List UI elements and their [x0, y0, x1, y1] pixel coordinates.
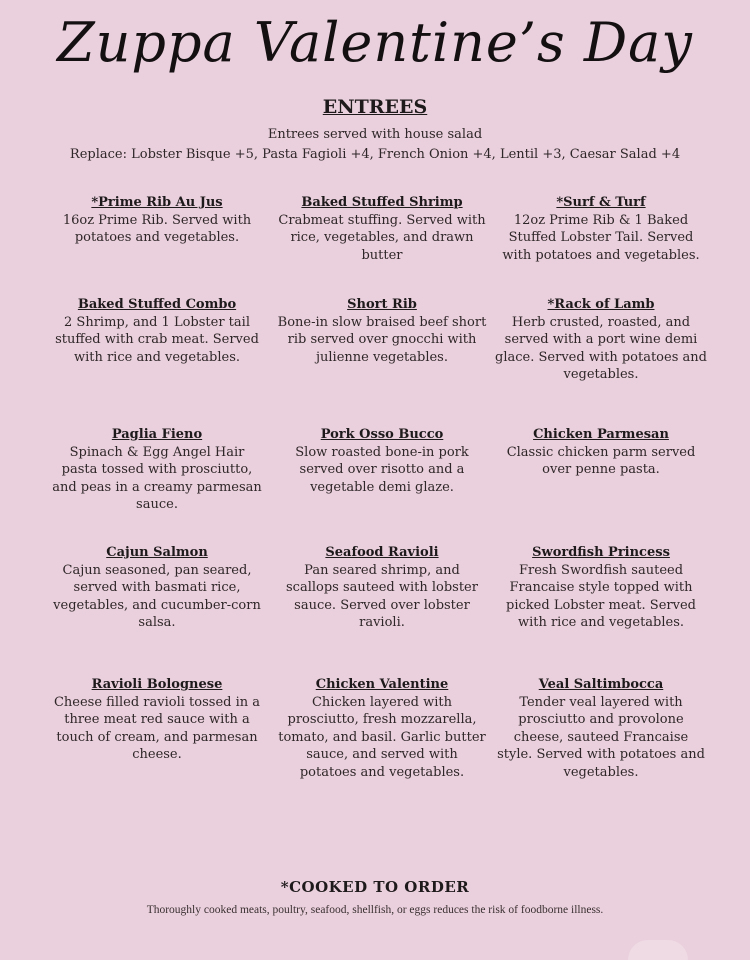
menu-item — [495, 544, 707, 632]
menu-item-description: Fresh Swordfish sauteed Francaise style topped with picked Lobster meat. Served with rice and vegetables. — [506, 562, 696, 631]
menu-item-name: Paglia Fieno — [111, 427, 203, 442]
menu-item-name: Chicken Parmesan — [533, 427, 669, 442]
menu-item-name: Cajun Salmon — [106, 545, 208, 560]
menu-item-description: Chicken layered with prosciutto, fresh mozzarella, tomato, and basil. Garlic butter sauce, and served with potatoes and vegetables. — [278, 694, 486, 780]
menu-item — [495, 676, 707, 782]
menu-item-description: 2 Shrimp, and 1 Lobster tail stuffed with crab meat. Served with rice and vegetables. — [55, 314, 259, 365]
menu-item-name: *Surf & Turf — [556, 195, 646, 210]
menu-item — [495, 426, 707, 479]
decorative-smudge — [628, 940, 688, 960]
menu-item-description: Bone-in slow braised beef short rib served over gnocchi with julienne vegetables. — [277, 314, 487, 365]
menu-item — [276, 544, 488, 632]
menu-item — [276, 194, 488, 264]
menu-item — [51, 296, 263, 366]
section-subtitle: Entrees served with house salad — [267, 127, 483, 142]
cooked-to-order-heading: *COOKED TO ORDER — [280, 878, 470, 896]
menu-item-description: Herb crusted, roasted, and served with a port wine demi glace. Served with potatoes and vegetables. — [495, 314, 707, 383]
menu-item-description: Classic chicken parm served over penne pasta. — [506, 444, 696, 478]
section-replace-note: Replace: Lobster Bisque +5, Pasta Fagioli +4, French Onion +4, Lentil +3, Caesar Salad +4 — [69, 147, 681, 162]
menu-item-description: Cheese filled ravioli tossed in a three meat red sauce with a touch of cream, and parmesan cheese. — [53, 694, 261, 763]
menu-item — [51, 544, 263, 632]
menu-item-description: Spinach & Egg Angel Hair pasta tossed with prosciutto, and peas in a creamy parmesan sauce. — [52, 444, 262, 513]
menu-item-name: *Prime Rib Au Jus — [91, 195, 223, 210]
menu-item — [276, 676, 488, 782]
menu-item — [495, 194, 707, 264]
menu-item-description: Cajun seasoned, pan seared, served with basmati rice, vegetables, and cucumber-corn salsa. — [53, 562, 261, 631]
menu-item-name: Short Rib — [347, 297, 417, 312]
menu-item-name: Swordfish Princess — [532, 545, 670, 560]
menu-title: Zuppa Valentine’s Day — [57, 11, 693, 74]
menu-item-description: 16oz Prime Rib. Served with potatoes and vegetables. — [62, 212, 252, 246]
menu-item — [51, 676, 263, 764]
menu-item — [495, 296, 707, 384]
menu-item-name: *Rack of Lamb — [547, 297, 655, 312]
menu-item — [51, 194, 263, 247]
menu-item-description: Tender veal layered with prosciutto and provolone cheese, sauteed Francaise style. Served with potatoes and vegetables. — [497, 694, 705, 780]
menu-item-name: Baked Stuffed Combo — [77, 297, 237, 312]
menu-item — [276, 296, 488, 366]
menu-item-name: Veal Saltimbocca — [538, 677, 664, 692]
menu-item-name: Chicken Valentine — [315, 677, 449, 692]
menu-item-description: Pan seared shrimp, and scallops sauteed with lobster sauce. Served over lobster ravioli. — [286, 562, 478, 631]
menu-item-description: Slow roasted bone-in pork served over risotto and a vegetable demi glaze. — [295, 444, 469, 495]
menu-item — [51, 426, 263, 514]
menu-item-name: Pork Osso Bucco — [320, 427, 444, 442]
menu-item-description: Crabmeat stuffing. Served with rice, vegetables, and drawn butter — [278, 212, 486, 263]
menu-item-name: Baked Stuffed Shrimp — [301, 195, 463, 210]
menu-item-description: 12oz Prime Rib & 1 Baked Stuffed Lobster Tail. Served with potatoes and vegetables. — [502, 212, 700, 263]
menu-item-name: Seafood Ravioli — [325, 545, 439, 560]
menu-item — [276, 426, 488, 496]
section-heading: ENTREES — [322, 96, 428, 118]
menu-item-name: Ravioli Bolognese — [91, 677, 223, 692]
food-safety-note: Thoroughly cooked meats, poultry, seafood, shellfish, or eggs reduces the risk of foodborne illness. — [146, 904, 604, 916]
